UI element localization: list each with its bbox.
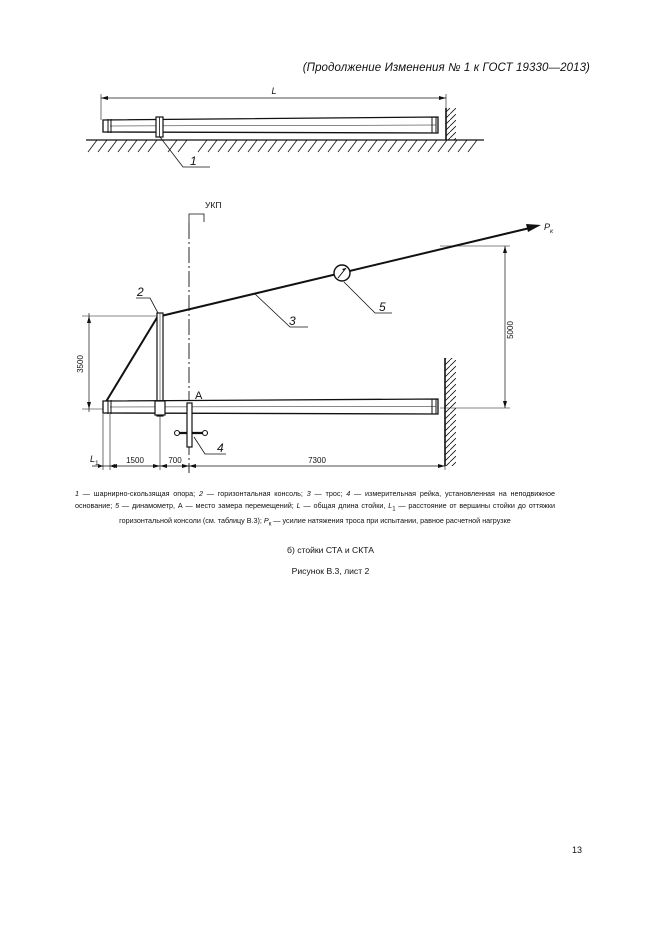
dimension-5000: 5000 — [506, 321, 515, 339]
dimension-L-label: L — [271, 86, 277, 96]
page-number: 13 — [572, 845, 583, 855]
figure-legend: 1 — шарнирно-скользящая опора; 2 — горизонтальная консоль; 3 — трос; 4 — измерительная рейка, установленная на неподвижное основание; 5 — динамометр, А — место замера перемещений; L — общая длина стойки, $L_1$ — расстояние от вершины стойки до оттяжки горизонтальной консоли (см. таблицу В.3); $P_к$ — усилие натяжения троса при испытании, равное расчетной нагрузке — [75, 489, 556, 528]
dimension-L1: $L_1$ — [90, 454, 99, 467]
top-view — [86, 86, 484, 168]
callout-1-leader — [160, 137, 210, 167]
main-view — [76, 200, 554, 473]
dimension-1500: 1500 — [126, 456, 144, 465]
wall-fixture-top — [446, 108, 456, 140]
callout-5: 5 — [379, 300, 386, 314]
ukp-label: УКП — [205, 200, 222, 210]
figure-caption: Рисунок В.3, лист 2 — [291, 566, 370, 576]
dimension-700: 700 — [168, 456, 182, 465]
document-header: (Продолжение Изменения № 1 к ГОСТ 19330—2013) — [302, 62, 590, 74]
dimension-7300: 7300 — [308, 456, 326, 465]
guy-cable — [104, 316, 158, 405]
force-label: $P_к$ — [544, 222, 554, 235]
ground-hatch — [88, 140, 477, 152]
dimension-3500: 3500 — [76, 355, 85, 373]
callout-4: 4 — [217, 441, 224, 455]
callout-2: 2 — [137, 285, 144, 299]
force-arrow — [526, 224, 541, 232]
callout-1: 1 — [190, 154, 197, 168]
point-A-label: А — [195, 390, 203, 402]
callout-3: 3 — [289, 314, 296, 328]
figure-subtitle: б) стойки СТА и СКТА — [287, 545, 374, 555]
